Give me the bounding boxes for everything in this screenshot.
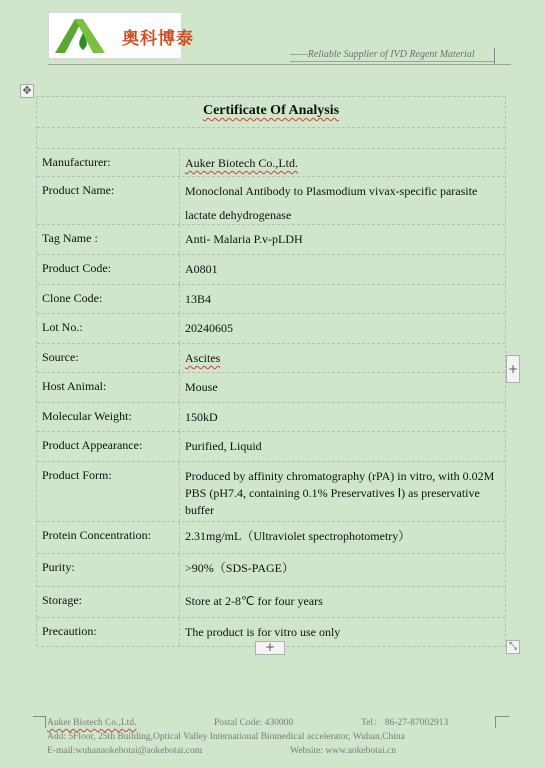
row-value[interactable]: Ascites — [185, 351, 221, 365]
row-label: Lot No.: — [37, 314, 180, 343]
resize-icon: ⤡ — [509, 641, 517, 652]
plus-icon: + — [507, 362, 519, 376]
page-footer — [47, 716, 487, 758]
table-row[interactable] — [37, 255, 505, 285]
table-row[interactable] — [37, 177, 505, 225]
row-label: Product Code: — [37, 255, 180, 284]
footer-line-3 — [47, 744, 487, 758]
row-value[interactable]: 20240605 — [185, 321, 233, 335]
table-row[interactable] — [37, 522, 505, 554]
row-label: Host Animal: — [37, 373, 180, 402]
row-value[interactable]: Produced by affinity chromatography (rPA) in vitro, with 0.02M PBS (pH7.4, containing 0.1% Preservatives Ⅰ) as preservative buffer — [185, 469, 495, 517]
row-value[interactable]: >90%（SDS-PAGE） — [185, 561, 295, 575]
footer-line-2 — [47, 730, 487, 744]
add-column-button[interactable] — [506, 355, 520, 383]
table-row[interactable] — [37, 285, 505, 314]
table-row[interactable] — [37, 403, 505, 432]
margin-mark — [495, 716, 509, 717]
row-label: Precaution: — [37, 618, 180, 646]
logo-mark-icon — [53, 17, 117, 55]
table-row[interactable] — [37, 149, 505, 177]
footer-website: Website: www.aokebotai.cn — [290, 746, 396, 756]
move-icon: ✥ — [22, 84, 32, 97]
row-label: Tag Name : — [37, 225, 180, 254]
plus-icon: + — [264, 640, 276, 654]
spacer-row — [37, 128, 505, 149]
row-value[interactable]: Purified, Liquid — [185, 439, 262, 453]
row-value[interactable]: A0801 — [185, 262, 218, 276]
row-value[interactable]: Mouse — [185, 380, 218, 394]
table-row[interactable] — [37, 314, 505, 344]
table-row[interactable] — [37, 225, 505, 255]
table-row[interactable] — [37, 373, 505, 403]
row-label: Molecular Weight: — [37, 403, 180, 431]
row-value[interactable]: Anti- Malaria P.v-pLDH — [185, 232, 303, 246]
row-label: Product Name: — [37, 177, 180, 224]
row-label: Storage: — [37, 587, 180, 617]
footer-tel: Tel： 86-27-87002913 — [361, 718, 449, 728]
header-tagline: ——Reliable Supplier of IVD Regent Material — [290, 49, 475, 60]
row-value[interactable]: The product is for vitro use only — [185, 625, 341, 639]
logo-text: 奥科博泰 — [122, 29, 194, 49]
row-label: Purity: — [37, 554, 180, 586]
certificate-table[interactable] — [36, 96, 506, 647]
footer-line-1 — [47, 716, 487, 730]
table-row[interactable] — [37, 554, 505, 587]
margin-mark — [45, 716, 46, 728]
company-logo — [48, 12, 194, 59]
row-label: Product Form: — [37, 462, 180, 521]
row-value[interactable]: Store at 2-8℃ for four years — [185, 594, 323, 608]
add-row-button[interactable] — [255, 641, 285, 655]
certificate-title: Certificate Of Analysis — [37, 97, 505, 128]
row-value[interactable]: 2.31mg/mL（Ultraviolet spectrophotometry） — [185, 529, 411, 543]
margin-mark — [33, 716, 45, 717]
row-label: Product Appearance: — [37, 432, 180, 461]
footer-postal: Postal Code: 430000 — [214, 718, 294, 728]
header-divider — [290, 61, 495, 62]
row-value[interactable]: 150kD — [185, 410, 218, 424]
header-rule — [48, 64, 511, 65]
margin-mark — [494, 48, 495, 64]
table-row[interactable] — [37, 587, 505, 618]
row-label: Source: — [37, 344, 180, 372]
row-value[interactable]: Monoclonal Antibody to Plasmodium vivax-specific parasite lactate dehydrogenase — [185, 184, 478, 222]
row-label: Manufacturer: — [37, 149, 180, 176]
table-move-handle[interactable] — [20, 84, 34, 98]
margin-mark — [495, 716, 496, 728]
table-row[interactable] — [37, 432, 505, 462]
footer-email: E-mail:wuhanaokebotai@aokebotai.com — [47, 746, 203, 756]
row-value[interactable]: Auker Biotech Co.,Ltd. — [185, 156, 298, 170]
footer-company: Auker Biotech Co.,Ltd. — [47, 718, 137, 728]
table-row[interactable] — [37, 462, 505, 522]
row-label: Protein Concentration: — [37, 522, 180, 553]
row-label: Clone Code: — [37, 285, 180, 313]
table-row[interactable] — [37, 344, 505, 373]
table-resize-handle[interactable] — [506, 640, 520, 654]
row-value[interactable]: 13B4 — [185, 292, 212, 306]
footer-address: Add: 5Floor, 25th Building,Optical Valley International Biomedical accelerator, Wuhan,China — [47, 732, 405, 742]
